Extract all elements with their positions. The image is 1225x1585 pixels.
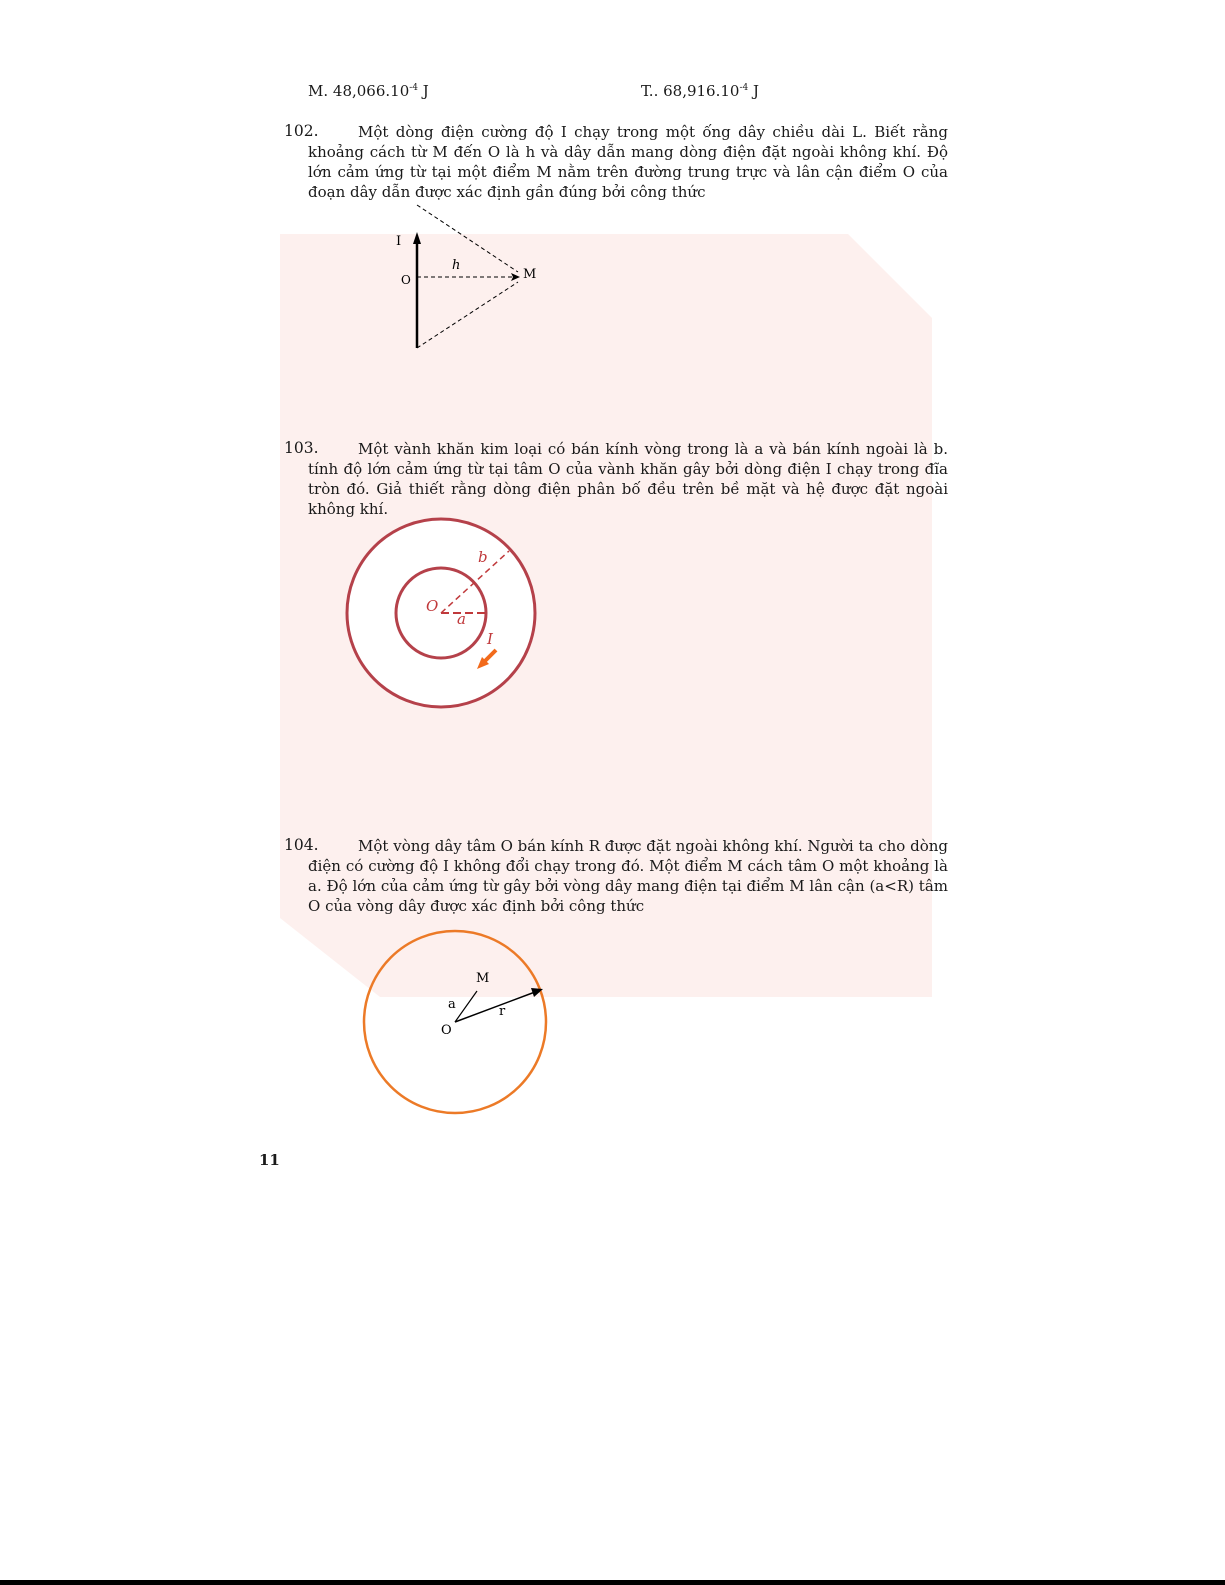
question-number: 103. <box>284 439 319 457</box>
radius-r <box>455 992 535 1022</box>
figure-wire-diagram <box>380 200 560 360</box>
label-M: M <box>476 971 490 986</box>
question-number: 104. <box>284 836 319 854</box>
label-I: I <box>487 630 493 648</box>
label-M: M <box>523 267 537 282</box>
question-text: Một vòng dây tâm O bán kính R được đặt ngoài không khí. Người ta cho dòng điện có cường độ I không đổi chạy trong đó. Một điểm M cách tâm O một khoảng là a. Độ lớn của cảm ứng từ gây bởi vòng dây mang điện tại điểm M lân cận (a<R) tâm O của vòng dây được xác định bởi công thức <box>308 837 948 915</box>
bottom-border <box>0 1580 1225 1585</box>
option-m: M. $48,066.10^{-4}$ J <box>308 82 429 100</box>
question-text: Một vành khăn kim loại có bán kính vòng trong là a và bán kính ngoài là b. tính độ lớn cảm ứng từ tại tâm O của vành khăn gây bởi dòng điện I chạy trong đĩa tròn đó. Giả thiết rằng dòng điện phân bố đều trên bề mặt và hệ được đặt ngoài không khí. <box>308 440 948 518</box>
option-t: T.. $68,916.10^{-4}$ J <box>641 82 760 100</box>
dashed-lower-line <box>417 282 518 348</box>
label-I: I <box>396 234 402 249</box>
label-r: r <box>499 1004 506 1019</box>
figure-loop-diagram <box>355 925 555 1125</box>
label-O: O <box>441 1023 452 1038</box>
m-arrow-head <box>511 273 520 281</box>
question-number: 102. <box>284 122 319 140</box>
page-number: 11 <box>259 1151 280 1169</box>
figure-annulus-diagram <box>340 510 550 720</box>
label-O: O <box>401 273 411 287</box>
label-h: h <box>452 258 461 273</box>
current-arrow-head <box>413 232 421 244</box>
dashed-upper-line <box>417 205 518 272</box>
label-O: O <box>426 597 439 615</box>
question-text: Một dòng điện cường độ I chạy trong một ống dây chiều dài L. Biết rằng khoảng cách từ M đến O là h và dây dẫn mang dòng điện đặt ngoài không khí. Độ lớn cảm ứng từ tại một điểm M nằm trên đường trung trực và lân cận điểm O của đoạn dây dẫn được xác định gần đúng bởi công thức <box>308 123 948 201</box>
label-a: a <box>457 610 466 628</box>
label-a: a <box>448 997 456 1012</box>
label-b: b <box>478 548 488 566</box>
